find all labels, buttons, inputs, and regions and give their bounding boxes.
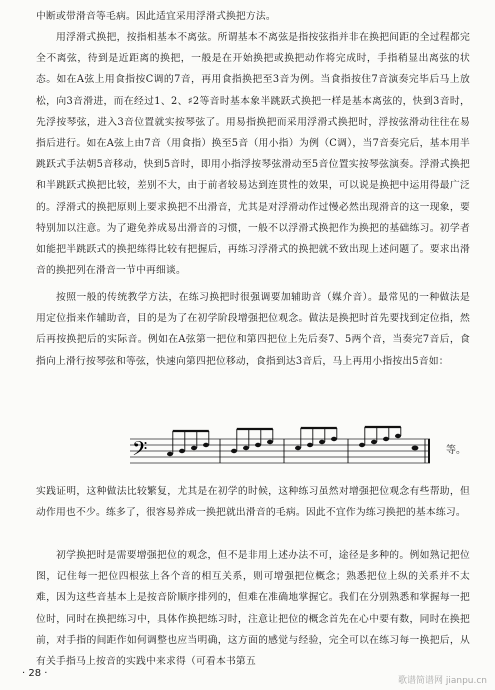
music-staff-example <box>130 425 435 479</box>
music-staff-svg <box>130 425 435 479</box>
note-group-4 <box>359 427 401 447</box>
paragraph-3: 按照一般的传统教学方法，在练习换把时很强调要加辅助音（媒介音）。最常见的一种做法是用定位指来作辅助音，目的是为了在初学阶段增强把位观念。做法是换把时首先要找到定位指，然后再按换把后的实际音。例如在A弦第一把位和第四把位上先后奏7、5两个音，当奏完7音后，食指向上滑行按琴弦和等弦，快速向第四把位移动，食指到达3音后，马上再用小指按出5音如： <box>36 292 470 367</box>
paragraph-4: 实践证明，这种做法比较繁复，尤其是在初学的时候，这种练习虽然对增强把位观念有些帮助，但动作用也不少。练多了，很容易养成一换把就出滑音的毛病。因此不宜作为练习换把的基本练习。 <box>36 486 470 519</box>
paragraph-1: 中断或带滑音等毛病。因此适宜采用浮滑式换把方法。 <box>36 11 276 22</box>
page-number: · 28 · <box>22 668 48 679</box>
music-example-trailing-text: 等。 <box>446 445 466 456</box>
note-group-2 <box>231 429 273 453</box>
paragraph-5: 初学换把时是需要增强把位的观念，但不是非用上述办法不可，途径是多种的。例如熟记把位图，记住每一把位四根弦上各个音的相互关系，则可增强把位概念；熟悉把位上纵的关系并不太难，因为这些音基本上是按音阶顺序排列的，但难在准确地掌握它。我们在分别熟悉和掌握每一把位时，同时在换把练习中，具体作换把练习时，注意让把位的概念首先在心中要有数，同时在换把前，对手指的间距作如何调整也应当明确，这方面的感觉与经验，完全可以在练习每一换把后，从有关手指马上按音的实践中来求得（可看本书第五 <box>36 550 470 668</box>
paragraph-2: 用浮滑式换把，按指相基本不离弦。所谓基本不离弦是指按弦指并非在换把间距的全过程都完全不离弦，待到是近距离的换把，一般是在开始换把或换把动作将完成时，手指稍显出离弦的状态。如在A弦上用食指按C调的7音，再用食指换把至3音为例。当食指按住7音演奏完毕后马上放松，向3音滑进，而在经过1、2、♯2等音时基本象半跳跃式换把一样是基本离弦的，快到3音时，先浮按琴弦，进入3音位置就实按琴弦了。用易指换把而采用浮滑式换把时，浮按弦滑动往往在易指后进行。如在A弦上由7音（用食指）换至5音（用小指）为例（C调），当7音奏完后，基本用半跳跃式手法朝5音移动，快到5音时，即用小指浮按琴弦滑动至5音位置实按琴弦演奏。浮滑式换把和半跳跃式换把比较，差别不大，由于前者较易达到连贯性的效果，可以说是换把中运用得最广泛的。浮滑式的换把原则上要求换把不出滑音，尤其是对浮滑动作过慢必然出现滑音的这一现象，要特别加以注意。为了避免养成易出滑音的习惯，一般不以浮滑式换把作为换把的基础练习。初学者如能把半跳跃式的换把练得比较有把握后，再练习浮滑式的换把就不致出现上述问题了。要求出滑音的换把列在滑音一节中再细谈。 <box>36 32 470 277</box>
note-group-1 <box>167 431 209 456</box>
bass-clef-icon: 𝄢 <box>132 437 148 465</box>
watermark: 歌谱简谱网 jianpu.cn <box>397 676 487 686</box>
final-note <box>412 446 419 451</box>
